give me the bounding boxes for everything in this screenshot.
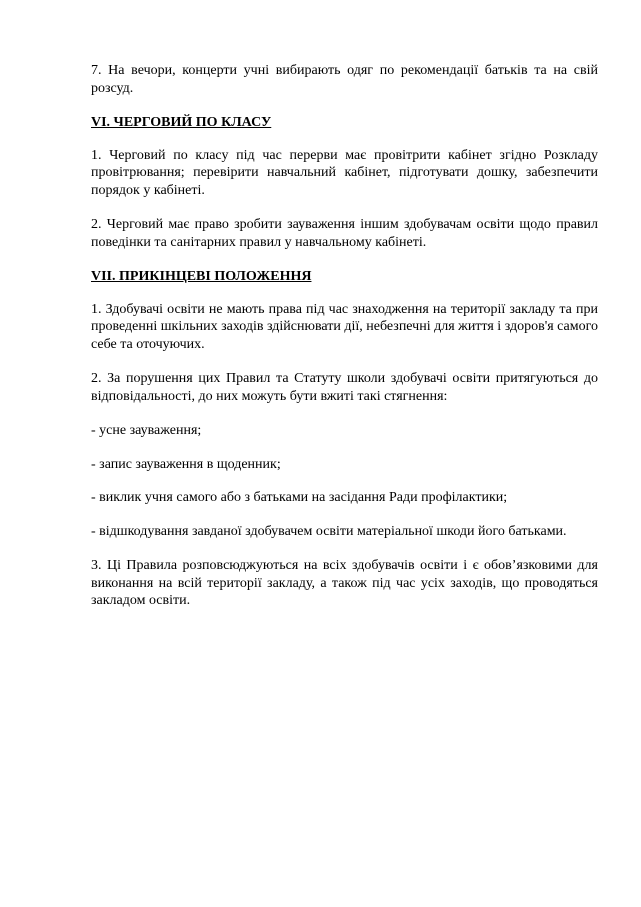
list-item-compensation: - відшкодування завданої здобувачем освіти матеріальної шкоди його батьками. xyxy=(91,523,567,539)
paragraph-final-2: 2. За порушення цих Правил та Статуту школи здобувачі освіти притягуються до відповідальності, до них можуть бути вжиті такі стягнення: xyxy=(91,371,598,404)
paragraph-duty-2: 2. Черговий має право зробити зауваження іншим здобувачам освіти щодо правил поведінки та санітарних правил у навчальному кабінеті. xyxy=(91,217,598,250)
paragraph-final-3: 3. Ці Правила розповсюджуються на всіх здобувачів освіти і є обов’язковими для виконання на всій території закладу, а також під час усіх заходів, що проводяться закладом освіти. xyxy=(91,558,598,608)
paragraph-duty-1: 1. Черговий по класу під час перерви має провітрити кабінет згідно Розкладу провітрювання; перевірити навчальний кабінет, підготувати дошку, забезпечити порядок у кабінеті. xyxy=(91,147,598,198)
document-page xyxy=(91,62,598,627)
section-heading-vii: VII. ПРИКІНЦЕВІ ПОЛОЖЕННЯ xyxy=(91,269,312,284)
list-item-council-summons: - виклик учня самого або з батьками на засідання Ради профілактики; xyxy=(91,490,508,505)
paragraph-7-clothing: 7. На вечори, концерти учні вибирають одяг по рекомендації батьків та на свій розсуд. xyxy=(91,63,598,96)
section-heading-vi: VI. ЧЕРГОВИЙ ПО КЛАСУ xyxy=(91,115,272,130)
paragraph-final-1: 1. Здобувачі освіти не мають права під час знаходження на території закладу та при проведенні шкільних заходів здійснювати дії, небезпечні для життя і здоров'я самого себе та оточуючих. xyxy=(91,301,599,352)
list-item-verbal-remark: - усне зауваження; xyxy=(91,423,202,438)
list-item-diary-remark: - запис зауваження в щоденник; xyxy=(91,456,281,472)
